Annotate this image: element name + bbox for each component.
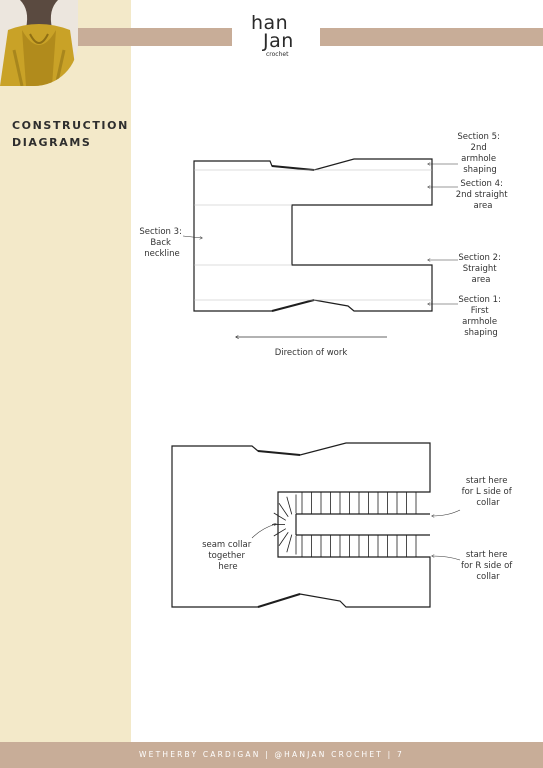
label-start-left: start here for L side of collar <box>461 476 512 508</box>
section-title <box>12 117 129 151</box>
logo-line-han: han <box>251 12 289 34</box>
diagram2-outline <box>172 443 430 607</box>
section-title-line2: DIAGRAMS <box>12 136 92 149</box>
collar-stitch-line <box>287 497 292 515</box>
construction-diagrams <box>131 100 543 620</box>
sidebar-panel <box>0 0 131 742</box>
collar-stitch-line <box>274 513 286 520</box>
logo-line-jan: Jan <box>263 30 294 52</box>
label-section4: Section 4: 2nd straight area <box>455 179 508 211</box>
label-seam-collar: seam collar together here <box>202 540 252 572</box>
diagram-1 <box>139 132 510 358</box>
label-section1: Section 1: First armhole shaping <box>458 295 501 338</box>
label-section3: Section 3: Back neckline <box>139 227 182 259</box>
hanjan-logo <box>241 12 311 62</box>
collar-stitch-line <box>279 532 288 545</box>
label-start-right: start here for R side of collar <box>460 550 513 582</box>
page-footer <box>0 742 543 768</box>
header-accent-bar-left <box>78 28 232 46</box>
diagram1-outline <box>194 159 432 311</box>
section-title-line1: CONSTRUCTION <box>12 119 129 132</box>
collar-stitch-line <box>287 535 292 553</box>
footer-text: WETHERBY CARDIGAN | @HANJAN CROCHET | 7 <box>139 750 404 759</box>
collar-stitch-line <box>279 503 288 516</box>
label-section5: Section 5: 2nd armhole shaping <box>457 132 500 175</box>
logo-line-crochet: crochet <box>266 51 289 58</box>
direction-label: Direction of work <box>274 348 348 358</box>
header-accent-bar-right <box>320 28 543 46</box>
label-section2: Section 2: Straight area <box>458 253 501 285</box>
collar-stitch-line <box>274 529 286 536</box>
diagram-2 <box>172 443 515 607</box>
collar-stitches <box>272 492 416 557</box>
